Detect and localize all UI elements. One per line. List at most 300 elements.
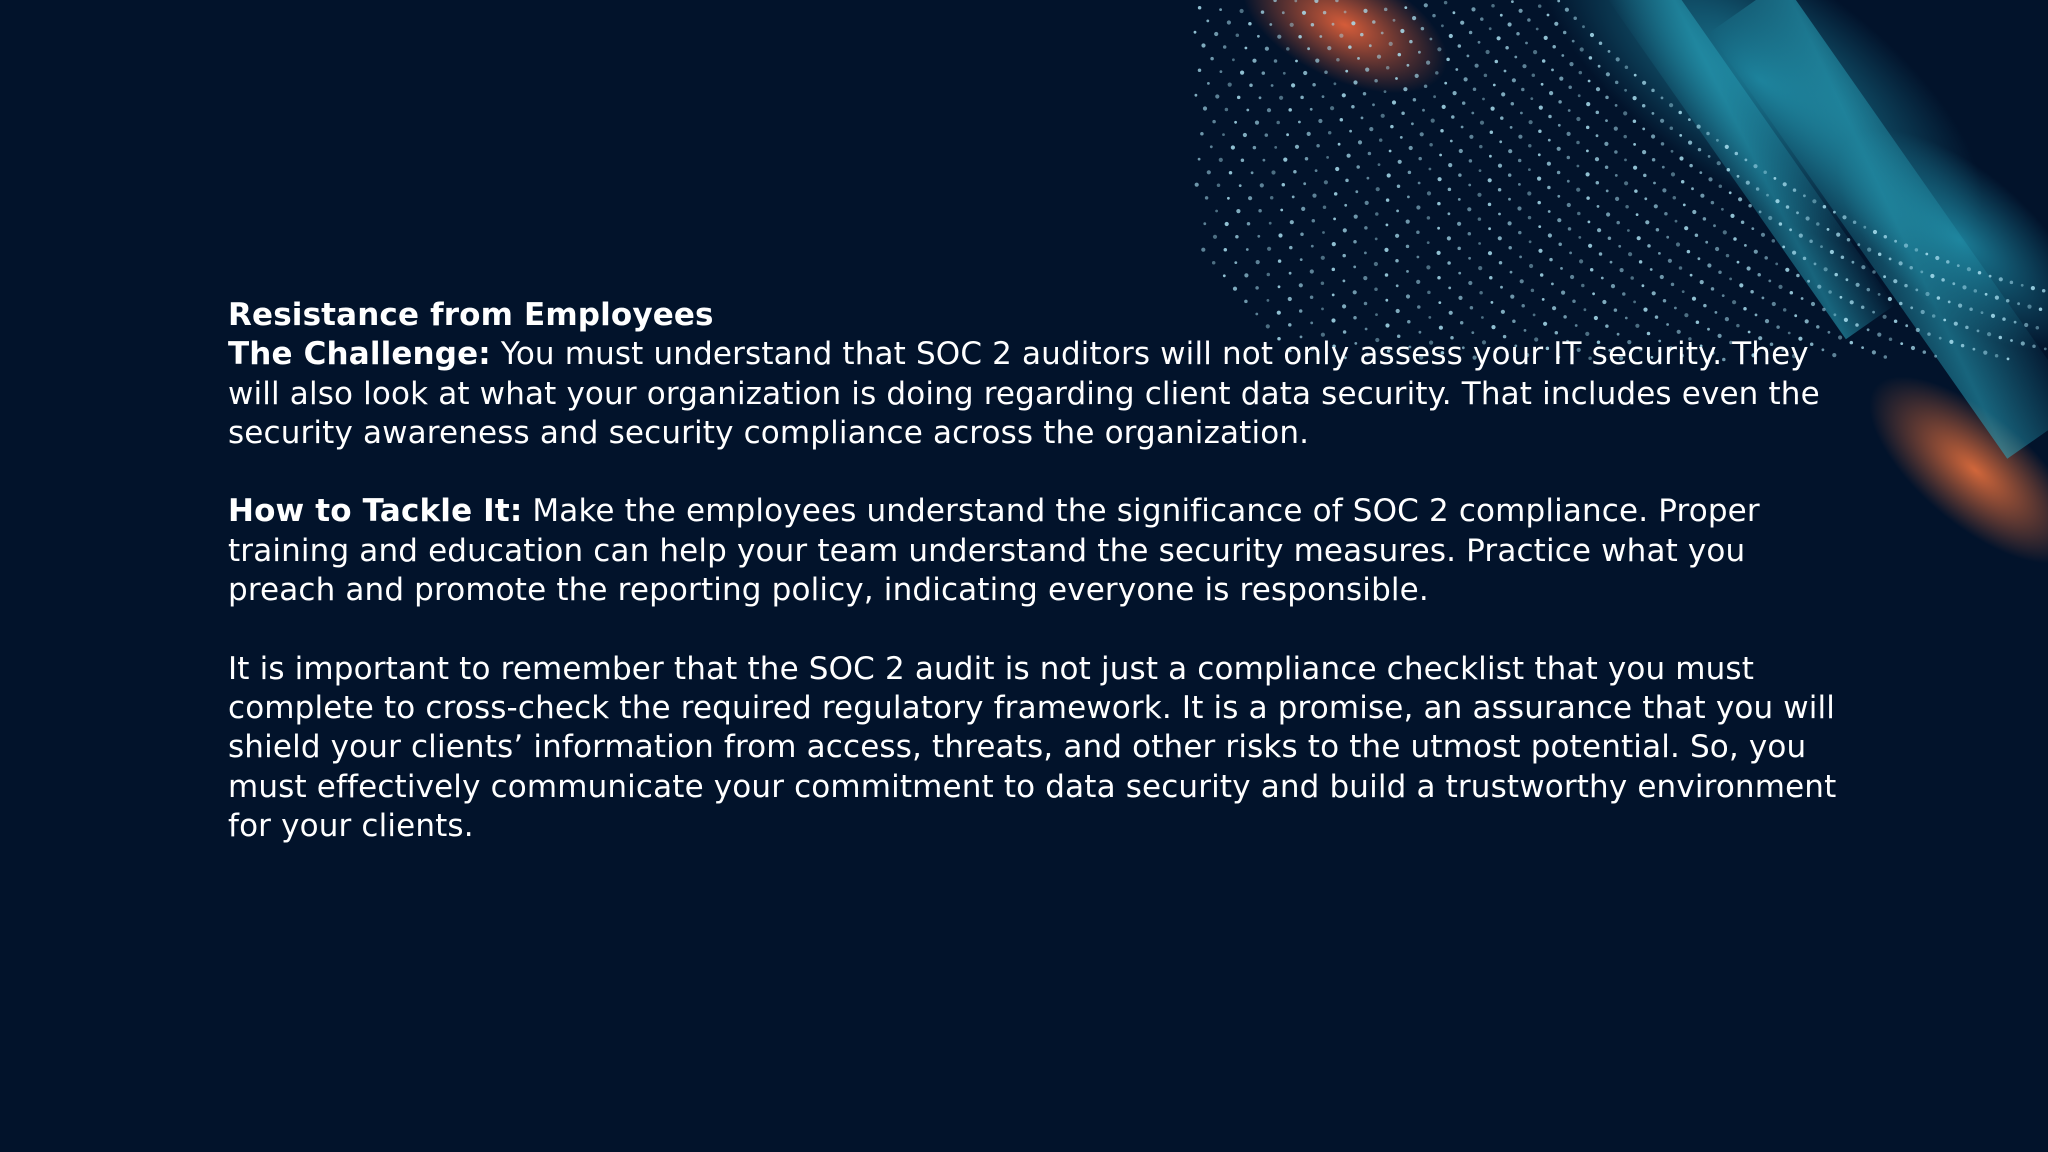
- decorative-dot: [1596, 134, 1599, 137]
- decorative-dot: [1778, 285, 1782, 289]
- decorative-dot: [1427, 216, 1431, 220]
- decorative-dot: [1368, 152, 1372, 156]
- decorative-dot: [1332, 268, 1336, 272]
- decorative-dot: [1790, 291, 1794, 295]
- paragraph-spacer: [228, 453, 1848, 492]
- decorative-dot: [1531, 289, 1535, 293]
- tackle-text: Make the employees understand the significance of SOC 2 compliance. Proper training and education can help your team understand the security measures. Practice what you preach and promote the reporting policy, indicating everyone is responsible.: [228, 493, 1760, 609]
- decorative-dot: [1796, 211, 1799, 214]
- decorative-dot: [1923, 350, 1927, 354]
- decorative-dot: [1249, 84, 1253, 88]
- decorative-dot: [1269, 23, 1272, 26]
- decorative-dot: [1520, 279, 1524, 283]
- decorative-dot: [1471, 7, 1475, 11]
- decorative-dot: [1274, 59, 1278, 63]
- decorative-dot: [1458, 198, 1461, 201]
- decorative-dot: [1935, 256, 1939, 260]
- decorative-dot: [1521, 88, 1525, 92]
- decorative-dot: [1198, 158, 1201, 161]
- decorative-dot: [1396, 210, 1399, 213]
- decorative-dot: [1792, 251, 1796, 255]
- decorative-dot: [1305, 157, 1309, 161]
- decorative-dot: [1910, 306, 1913, 309]
- decorative-dot: [1824, 267, 1828, 271]
- decorative-dot: [1315, 169, 1318, 172]
- decorative-dot: [1225, 222, 1229, 226]
- decorative-dot: [1833, 211, 1836, 214]
- decorative-dot: [1448, 287, 1451, 290]
- decorative-dot: [1271, 84, 1274, 87]
- decorative-dot: [1387, 173, 1391, 177]
- decorative-dot: [1642, 284, 1645, 287]
- decorative-dot: [1789, 228, 1792, 231]
- decorative-dot: [1201, 43, 1205, 47]
- decorative-dot: [1527, 191, 1531, 195]
- decorative-dot: [1958, 304, 1962, 308]
- decorative-dot: [1614, 127, 1618, 131]
- decorative-dot: [1883, 275, 1886, 278]
- decorative-dot: [1510, 271, 1513, 274]
- decorative-dot: [1217, 184, 1221, 188]
- decorative-dot: [1265, 133, 1269, 137]
- decorative-dot: [1588, 221, 1591, 224]
- decorative-dot: [1847, 238, 1851, 242]
- decorative-dot: [1401, 111, 1405, 115]
- decorative-dot: [1939, 337, 1942, 340]
- decorative-dot: [1478, 41, 1481, 44]
- decorative-dot: [1307, 47, 1310, 50]
- decorative-dot: [1407, 196, 1410, 199]
- decorative-dot: [1290, 220, 1294, 224]
- decorative-dot: [1529, 264, 1533, 268]
- decorative-dot: [1225, 108, 1229, 112]
- decorative-dot: [1595, 157, 1599, 161]
- decorative-dot: [1374, 79, 1378, 83]
- decorative-dot: [1292, 196, 1295, 199]
- decorative-dot: [1333, 218, 1336, 221]
- decorative-dot: [1435, 71, 1439, 75]
- decorative-dot: [1389, 42, 1393, 46]
- decorative-dot: [1823, 205, 1827, 209]
- decorative-dot: [1962, 285, 1966, 289]
- decorative-dot: [1652, 158, 1656, 162]
- decorative-dot: [1909, 266, 1913, 270]
- decorative-dot: [1480, 17, 1484, 21]
- decorative-dot: [1601, 277, 1604, 280]
- decorative-dot: [1687, 250, 1691, 254]
- decorative-dot: [1538, 129, 1542, 133]
- decorative-dot: [1412, 16, 1416, 20]
- decorative-dot: [1286, 47, 1290, 51]
- decorative-dot: [1772, 239, 1776, 243]
- decorative-dot: [1884, 235, 1888, 239]
- decorative-dot: [1841, 255, 1845, 259]
- decorative-dot: [1727, 168, 1731, 172]
- decorative-dot: [1735, 152, 1739, 156]
- decorative-dot: [1240, 71, 1244, 75]
- decorative-dot: [1386, 198, 1390, 202]
- decorative-dot: [1461, 126, 1464, 129]
- decorative-dot: [1212, 261, 1216, 265]
- decorative-dot: [1498, 213, 1501, 216]
- decorative-dot: [1302, 11, 1306, 15]
- decorative-dot: [1548, 233, 1552, 237]
- decorative-dot: [1645, 220, 1649, 224]
- decorative-dot: [1700, 280, 1704, 284]
- decorative-dot: [1510, 126, 1513, 129]
- decorative-dot: [1324, 71, 1328, 75]
- decorative-dot: [1557, 218, 1561, 222]
- decorative-dot: [1634, 74, 1637, 77]
- decorative-dot: [1768, 280, 1771, 283]
- decorative-dot: [1469, 135, 1473, 139]
- decorative-dot: [1679, 156, 1683, 160]
- decorative-dot: [1775, 199, 1779, 203]
- decorative-dot: [2036, 326, 2040, 330]
- decorative-dot: [1716, 139, 1719, 142]
- decorative-dot: [1210, 145, 1213, 148]
- decorative-dot: [1214, 32, 1218, 36]
- decorative-dot: [1348, 45, 1352, 49]
- decorative-dot: [1323, 206, 1327, 210]
- decorative-dot: [1335, 167, 1339, 171]
- decorative-dot: [1807, 280, 1810, 283]
- decorative-dot: [1406, 220, 1410, 224]
- decorative-dot: [1437, 276, 1441, 280]
- decorative-dot: [1538, 225, 1541, 228]
- decorative-dot: [1726, 254, 1730, 258]
- decorative-dot: [1904, 244, 1908, 248]
- decorative-dot: [1547, 14, 1550, 17]
- decorative-dot: [1245, 47, 1248, 50]
- decorative-dot: [1444, 1, 1448, 5]
- decorative-dot: [1949, 340, 1953, 344]
- decorative-dot: [1817, 285, 1821, 289]
- decorative-dot: [1262, 71, 1266, 75]
- decorative-dot: [1499, 261, 1503, 265]
- decorative-dot: [1440, 129, 1444, 133]
- decorative-dot: [1222, 133, 1225, 136]
- decorative-dot: [1421, 27, 1425, 31]
- decorative-dot: [1375, 238, 1378, 241]
- decorative-dot: [1552, 45, 1556, 49]
- decorative-dot: [1954, 322, 1958, 326]
- decorative-dot: [1867, 288, 1871, 292]
- decorative-dot: [1569, 252, 1572, 255]
- decorative-dot: [1514, 56, 1517, 59]
- decorative-dot: [1569, 62, 1573, 66]
- decorative-dot: [1941, 278, 1945, 282]
- decorative-dot: [1608, 50, 1611, 53]
- decorative-dot: [1957, 264, 1960, 267]
- decorative-dot: [1754, 250, 1758, 254]
- decorative-dot: [1590, 33, 1594, 37]
- decorative-dot: [1479, 169, 1482, 172]
- decorative-dot: [1596, 181, 1600, 185]
- decorative-dot: [1426, 265, 1430, 269]
- decorative-dot: [1643, 174, 1647, 178]
- decorative-dot: [1267, 247, 1271, 251]
- decorative-dot: [1244, 273, 1248, 277]
- decorative-dot: [1283, 158, 1287, 162]
- decorative-dot: [1400, 29, 1404, 33]
- decorative-dot: [1861, 265, 1865, 269]
- decorative-dot: [1332, 242, 1336, 246]
- decorative-dot: [1699, 171, 1702, 174]
- decorative-dot: [1567, 132, 1571, 136]
- decorative-dot: [1983, 351, 1987, 355]
- decorative-dot: [1774, 177, 1777, 180]
- decorative-dot: [1489, 27, 1492, 30]
- decorative-dot: [1286, 133, 1289, 136]
- decorative-dot: [1508, 22, 1512, 26]
- decorative-dot: [1497, 36, 1501, 40]
- decorative-dot: [1634, 189, 1638, 193]
- decorative-dot: [1450, 140, 1453, 143]
- decorative-dot: [1610, 261, 1613, 264]
- decorative-dot: [1934, 355, 1937, 358]
- decorative-dot: [1384, 90, 1387, 93]
- decorative-dot: [1836, 233, 1840, 237]
- decorative-dot: [1586, 102, 1590, 106]
- decorative-dot: [1278, 259, 1282, 263]
- decorative-dot: [1407, 64, 1410, 67]
- decorative-dot: [1855, 323, 1859, 327]
- decorative-dot: [1588, 244, 1592, 248]
- decorative-dot: [1488, 178, 1492, 182]
- decorative-dot: [1670, 126, 1674, 130]
- decorative-dot: [1374, 287, 1378, 291]
- decorative-dot: [1377, 55, 1381, 59]
- decorative-dot: [1484, 74, 1488, 78]
- decorative-dot: [1697, 125, 1701, 129]
- decorative-dot: [1310, 269, 1314, 273]
- decorative-dot: [1468, 232, 1472, 236]
- decorative-dot: [1448, 188, 1452, 192]
- decorative-dot: [1441, 24, 1444, 27]
- decorative-dot: [1518, 231, 1522, 235]
- decorative-dot: [1814, 263, 1817, 266]
- decorative-dot: [1376, 187, 1380, 191]
- decorative-dot: [1276, 121, 1280, 125]
- decorative-dot: [1590, 268, 1594, 272]
- decorative-dot: [2006, 299, 2010, 303]
- decorative-dot: [1493, 84, 1496, 87]
- decorative-dot: [1342, 93, 1346, 97]
- decorative-dot: [1415, 74, 1419, 78]
- decorative-dot: [1905, 324, 1908, 327]
- decorative-dot: [1247, 222, 1251, 226]
- decorative-dot: [1323, 11, 1327, 15]
- decorative-dot: [1827, 228, 1830, 231]
- decorative-dot: [1457, 222, 1461, 226]
- decorative-dot: [1265, 47, 1269, 51]
- decorative-dot: [1974, 289, 1978, 293]
- decorative-dot: [2024, 323, 2028, 327]
- decorative-dot: [1708, 155, 1711, 158]
- decorative-dot: [1282, 11, 1285, 14]
- decorative-dot: [2014, 321, 2017, 324]
- decorative-dot: [1737, 175, 1740, 178]
- decorative-dot: [1991, 314, 1995, 318]
- decorative-dot: [1596, 111, 1600, 115]
- decorative-dot: [2039, 308, 2043, 312]
- decorative-dot: [1375, 212, 1379, 216]
- decorative-dot: [1447, 236, 1451, 240]
- decorative-dot: [1479, 291, 1483, 295]
- decorative-dot: [1439, 154, 1442, 157]
- decorative-dot: [1597, 205, 1600, 208]
- decorative-dot: [1557, 171, 1561, 175]
- decorative-dot: [1615, 197, 1619, 201]
- decorative-dot: [1689, 164, 1693, 168]
- decorative-dot: [1656, 228, 1660, 232]
- decorative-dot: [1340, 118, 1344, 122]
- decorative-dot: [1948, 301, 1951, 304]
- decorative-dot: [1500, 286, 1503, 289]
- decorative-dot: [1630, 276, 1634, 280]
- decorative-dot: [1235, 235, 1239, 239]
- decorative-dot: [1468, 281, 1472, 285]
- decorative-dot: [1458, 272, 1461, 275]
- decorative-dot: [1904, 284, 1908, 288]
- decorative-dot: [1578, 94, 1581, 97]
- decorative-dot: [1207, 170, 1211, 174]
- decorative-dot: [1623, 135, 1627, 139]
- decorative-dot: [1867, 328, 1870, 331]
- decorative-dot: [1365, 201, 1369, 205]
- decorative-dot: [1637, 236, 1641, 240]
- decorative-dot: [1925, 253, 1928, 256]
- decorative-dot: [1721, 208, 1724, 211]
- decorative-dot: [1508, 198, 1511, 201]
- decorative-dot: [1396, 284, 1399, 287]
- decorative-dot: [1248, 22, 1252, 26]
- decorative-dot: [1639, 260, 1643, 264]
- decorative-dot: [1768, 216, 1772, 220]
- decorative-dot: [1311, 245, 1314, 248]
- decorative-dot: [1651, 89, 1655, 93]
- decorative-dot: [1586, 196, 1590, 200]
- decorative-dot: [1411, 122, 1414, 125]
- decorative-dot: [1398, 160, 1402, 164]
- decorative-dot: [1930, 274, 1934, 278]
- decorative-dot: [1542, 59, 1546, 63]
- decorative-dot: [1965, 326, 1969, 330]
- decorative-dot: [1495, 60, 1499, 64]
- decorative-dot: [1198, 6, 1202, 10]
- decorative-dot: [1661, 97, 1664, 100]
- decorative-dot: [1532, 74, 1536, 78]
- decorative-dot: [1427, 291, 1431, 295]
- decorative-dot: [1606, 212, 1610, 216]
- decorative-dot: [1682, 290, 1685, 293]
- decorative-dot: [1448, 212, 1451, 215]
- decorative-dot: [1505, 46, 1509, 50]
- decorative-dot: [1295, 145, 1299, 149]
- decorative-dot: [1271, 170, 1275, 174]
- decorative-dot: [1921, 310, 1925, 314]
- decorative-dot: [1915, 248, 1919, 252]
- decorative-dot: [1345, 70, 1348, 73]
- decorative-dot: [1573, 16, 1577, 20]
- decorative-dot: [1588, 80, 1591, 83]
- decorative-dot: [1586, 150, 1589, 153]
- decorative-dot: [1482, 98, 1485, 101]
- decorative-dot: [1480, 121, 1484, 125]
- decorative-dot: [1312, 219, 1316, 223]
- decorative-dot: [1200, 132, 1204, 136]
- decorative-dot: [1438, 177, 1442, 181]
- decorative-dot: [1853, 221, 1857, 225]
- decorative-dot: [1899, 261, 1903, 265]
- decorative-dot: [1315, 59, 1319, 63]
- decorative-dot: [1446, 58, 1450, 62]
- decorative-dot: [1872, 311, 1875, 314]
- decorative-dot: [1437, 227, 1440, 230]
- decorative-dot: [1511, 0, 1514, 3]
- decorative-dot: [1605, 119, 1608, 122]
- decorative-dot: [1580, 47, 1584, 51]
- decorative-dot: [1652, 112, 1655, 115]
- decorative-dot: [1753, 164, 1757, 168]
- decorative-dot: [2010, 281, 2014, 285]
- decorative-dot: [1475, 64, 1479, 68]
- decorative-dot: [1894, 320, 1898, 324]
- decorative-dot: [1683, 204, 1686, 207]
- decorative-dot: [1820, 245, 1823, 248]
- decorative-dot: [1599, 42, 1603, 46]
- decorative-dot: [2027, 305, 2031, 309]
- decorative-dot: [1695, 234, 1699, 238]
- decorative-dot: [1409, 40, 1413, 44]
- decorative-dot: [1246, 109, 1249, 112]
- decorative-dot: [1547, 186, 1551, 190]
- decorative-dot: [1852, 261, 1855, 264]
- decorative-dot: [1477, 193, 1481, 197]
- decorative-dot: [2032, 345, 2036, 349]
- decorative-dot: [1316, 144, 1320, 148]
- decorative-dot: [1274, 146, 1277, 149]
- decorative-dot: [1999, 277, 2003, 281]
- decorative-dot: [1369, 127, 1373, 131]
- decorative-dot: [1424, 3, 1428, 7]
- decorative-dot: [1228, 83, 1232, 87]
- decorative-dot: [1258, 209, 1262, 213]
- decorative-dot: [1856, 283, 1860, 287]
- decorative-dot: [1642, 127, 1645, 130]
- decorative-dot: [1703, 217, 1707, 221]
- decorative-dot: [1700, 194, 1704, 198]
- decorative-dot: [1652, 291, 1656, 295]
- decorative-dot: [1541, 83, 1544, 86]
- decorative-dot: [1356, 165, 1360, 169]
- decorative-dot: [1300, 232, 1304, 236]
- decorative-dot: [1427, 191, 1431, 195]
- decorative-dot: [1343, 228, 1347, 232]
- decorative-dot: [1195, 94, 1198, 97]
- decorative-dot: [1708, 177, 1712, 181]
- decorative-dot: [1453, 91, 1457, 95]
- decorative-dot: [1570, 275, 1574, 279]
- decorative-dot: [1301, 207, 1305, 211]
- decorative-dot: [1572, 40, 1575, 43]
- decorative-dot: [1568, 227, 1572, 231]
- decorative-dot: [1453, 11, 1456, 14]
- decorative-dot: [1828, 290, 1832, 294]
- decorative-dot: [1289, 246, 1293, 250]
- decorative-dot: [1660, 275, 1664, 279]
